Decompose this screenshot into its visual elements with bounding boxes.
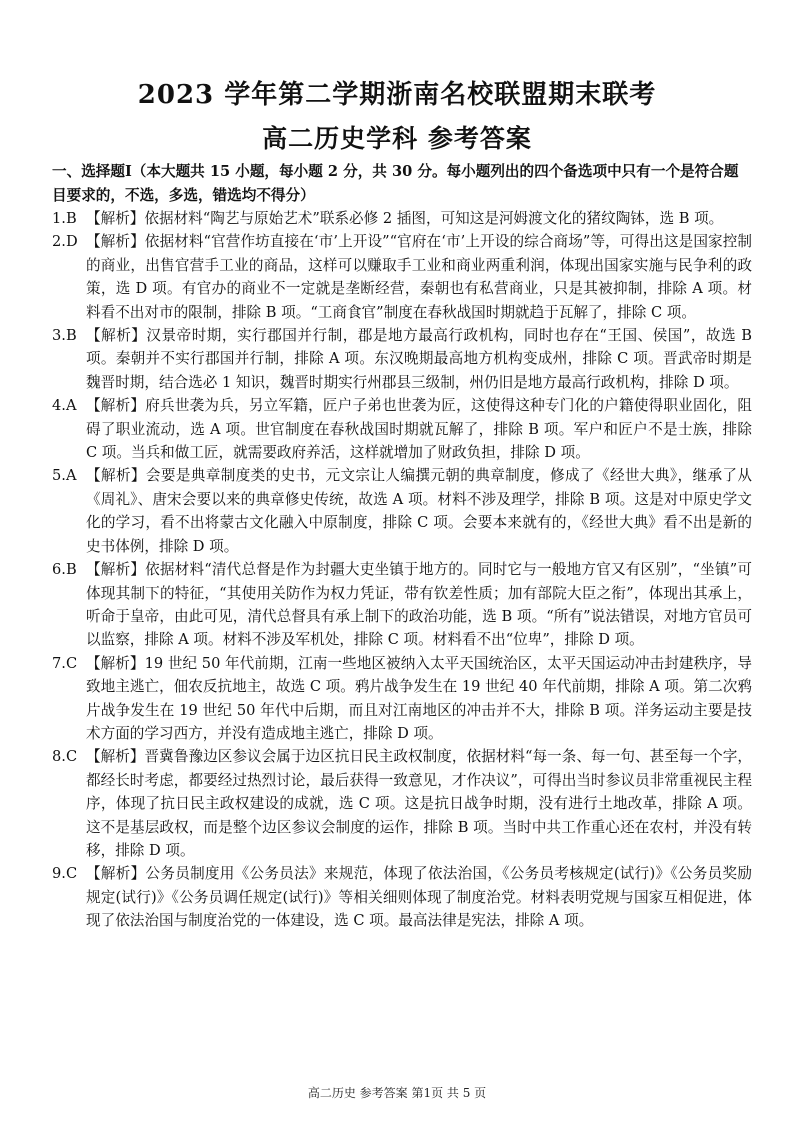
explanation-text: 依据材料“官营作坊直接在‘市’上开设”“官府在‘市’上开设的综合商场”等，可得出这是国家控制的商业，出售官营手工业的商品，这样可以赚取手工业和商业两重利润，体现出国家实施与民争利的政策，选 D 项。有官办的商业不一定就是垄断经营，秦朝也有私营商业，只是其被抑制，排除 A 项。材料看不出对市的限制，排除 B 项。“工商食官”制度在春秋战国时期就趋于瓦解了，排除 C 项。 [86,233,752,321]
question-explanation [86,230,752,324]
page-footer: 高二历史 参考答案 第1页 共 5 页 [307,1086,487,1100]
analysis-tag: 【解析】 [86,467,146,485]
analysis-tag: 【解析】 [86,397,146,415]
question-list [52,207,752,933]
question-explanation [86,745,752,862]
question-number: 7.C [52,654,78,672]
question-number: 1.B [52,210,77,227]
explanation-text: 依据材料“清代总督是作为封疆大吏坐镇于地方的。同时它与一般地方官又有区别”，“坐镇”可体现其制下的特征，“其使用关防作为权力凭证，带有钦差性质；加有部院大臣之衔”，体现出其承上，听命于皇帝，由此可见，清代总督具有承上制下的政治功能，选 B 项。“所有”说法错误，对地方官员可以监察，排除 A 项。材料不涉及军机处，排除 C 项。材料看不出“位卑”，排除 D 项。 [86,561,752,649]
question-number: 5.A [52,467,77,485]
question-item [52,324,752,394]
analysis-tag: 【解析】 [86,561,146,579]
explanation-text: 晋冀鲁豫边区参议会属于边区抗日民主政权制度，依据材料“每一条、每一句、甚至每一个字，都经长时考虑，都要经过热烈讨论，最后获得一致意见，才作决议”，可得出当时参议员非常重视民主程序，体现了抗日民主政权建设的成就，选 C 项。这是抗日战争时期，没有进行土地改革，排除 A 项。这不是基层政权，而是整个边区参议会制度的运作，排除 B 项。当时中共工作重心还在农村，并没有转移，排除 D 项。 [86,748,752,859]
explanation-text: 依据材料“陶艺与原始艺术”联系必修 2 插图，可知这是河姆渡文化的猪纹陶钵，选 B 项。 [144,210,724,227]
exam-subtitle: 高二历史学科 参考答案 [262,124,532,153]
section-header: 一、选择题Ⅰ（本大题共 15 小题，每小题 2 分，共 30 分。每小题列出的四个备选项中只有一个是符合题目要求的，不选，多选，错选均不得分） [52,163,739,204]
question-explanation [86,464,752,558]
explanation-text: 汉景帝时期，实行郡国并行制，郡是地方最高行政机构，同时也存在“王国、侯国”，故选 B 项。秦朝并不实行郡国并行制，排除 A 项。东汉晚期最高地方机构变成州，排除 C 项。晋武帝时期是魏晋时期，结合选必 1 知识，魏晋时期实行州郡县三级制，州仍旧是地方最高行政机构，排除 D 项。 [86,327,752,391]
question-item [52,745,752,862]
question-item [52,464,752,558]
question-number: 3.B [52,327,77,345]
question-explanation [86,394,752,464]
question-explanation [86,324,752,394]
question-number: 6.B [52,561,77,579]
question-number: 8.C [52,748,78,766]
question-explanation [86,652,752,746]
explanation-text: 府兵世袭为兵，另立军籍，匠户子弟也世袭为匠，这使得这种专门化的户籍使得职业固化，阻碍了职业流动，选 A 项。世官制度在春秋战国时期就瓦解了，排除 B 项。军户和匠户不是士族，排除 C 项。当兵和做工匠，就需要政府养活，这样就增加了财政负担，排除 D 项。 [86,397,752,462]
question-number: 2.D [52,233,78,251]
explanation-text: 会要是典章制度类的史书，元文宗让人编撰元朝的典章制度，修成了《经世大典》，继承了从《周礼》、唐宋会要以来的典章修史传统，故选 A 项。材料不涉及理学，排除 B 项。这是对中原史学文化的学习，看不出将蒙古文化融入中原制度，排除 C 项。会要本来就有的，《经世大典》看不出是新的史书体例，排除 D 项。 [86,467,752,555]
explanation-text: 19 世纪 50 年代前期，江南一些地区被纳入太平天国统治区，太平天国运动冲击封建秩序，导致地主逃亡，佃农反抗地主，故选 C 项。鸦片战争发生在 19 世纪 40 年代前期，排除 A 项。第二次鸦片战争发生在 19 世纪 50 年代中后期，而且对江南地区的冲击并不大，排除 B 项。洋务运动主要是技术方面的学习西方，并没有造成地主逃亡，排除 D 项。 [86,654,752,742]
question-item [52,558,752,652]
question-item [52,230,752,324]
question-item [52,207,752,230]
analysis-tag: 【解析】 [86,233,145,251]
analysis-tag: 【解析】 [86,327,147,345]
analysis-tag: 【解析】 [86,748,145,766]
question-explanation [86,862,752,932]
question-number: 4.A [52,397,77,415]
exam-title: 2023 学年第二学期浙南名校联盟期末联考 [137,80,657,110]
question-explanation [86,207,752,230]
question-item [52,862,752,932]
analysis-tag: 【解析】 [86,654,145,672]
question-item [52,394,752,464]
question-item [52,652,752,746]
analysis-tag: 【解析】 [86,210,145,227]
question-number: 9.C [52,865,78,883]
explanation-text: 公务员制度用《公务员法》来规范，体现了依法治国，《公务员考核规定(试行)》《公务员奖励规定(试行)》《公务员调任规定(试行)》等相关细则体现了制度治党。材料表明党规与国家互相促进，体现了依法治国与制度治党的一体建设，选 C 项。最高法律是宪法，排除 A 项。 [86,865,752,930]
question-explanation [86,558,752,652]
analysis-tag: 【解析】 [86,865,146,883]
